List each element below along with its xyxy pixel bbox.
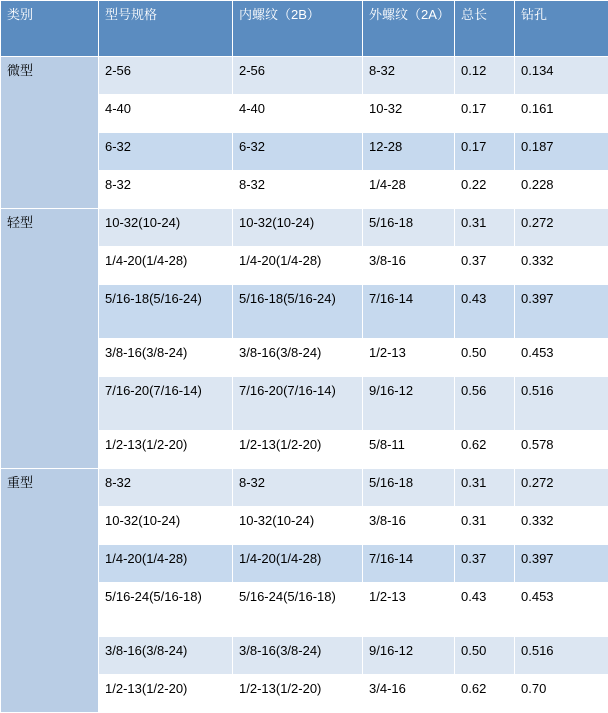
cell-length: 0.62 <box>455 431 515 469</box>
cell-length: 0.12 <box>455 57 515 95</box>
cell-drill: 0.187 <box>515 133 608 171</box>
cell-internal: 10-32(10-24) <box>233 209 363 247</box>
cell-model: 3/8-16(3/8-24) <box>99 339 233 377</box>
cell-external: 7/16-14 <box>363 285 455 339</box>
column-header-drill: 钻孔 <box>515 1 608 57</box>
cell-internal: 7/16-20(7/16-14) <box>233 377 363 431</box>
cell-internal: 5/16-24(5/16-18) <box>233 583 363 637</box>
category-cell-light: 轻型 <box>1 209 99 469</box>
cell-length: 0.62 <box>455 675 515 713</box>
cell-model: 2-56 <box>99 57 233 95</box>
table-row <box>1 209 608 247</box>
cell-internal: 8-32 <box>233 171 363 209</box>
cell-length: 0.31 <box>455 469 515 507</box>
cell-external: 1/2-13 <box>363 339 455 377</box>
cell-model: 1/4-20(1/4-28) <box>99 247 233 285</box>
category-cell-micro: 微型 <box>1 57 99 209</box>
cell-length: 0.31 <box>455 209 515 247</box>
cell-length: 0.56 <box>455 377 515 431</box>
cell-model: 5/16-24(5/16-18) <box>99 583 233 637</box>
cell-model: 10-32(10-24) <box>99 507 233 545</box>
cell-length: 0.43 <box>455 285 515 339</box>
column-header-category: 类别 <box>1 1 99 57</box>
table-row <box>1 469 608 507</box>
cell-drill: 0.228 <box>515 171 608 209</box>
cell-internal: 10-32(10-24) <box>233 507 363 545</box>
cell-external: 3/4-16 <box>363 675 455 713</box>
cell-internal: 3/8-16(3/8-24) <box>233 637 363 675</box>
cell-model: 8-32 <box>99 171 233 209</box>
cell-drill: 0.272 <box>515 469 608 507</box>
cell-drill: 0.134 <box>515 57 608 95</box>
cell-drill: 0.332 <box>515 507 608 545</box>
cell-length: 0.50 <box>455 637 515 675</box>
cell-drill: 0.453 <box>515 583 608 637</box>
cell-length: 0.17 <box>455 95 515 133</box>
cell-length: 0.22 <box>455 171 515 209</box>
cell-internal: 8-32 <box>233 469 363 507</box>
cell-model: 4-40 <box>99 95 233 133</box>
cell-model: 1/4-20(1/4-28) <box>99 545 233 583</box>
cell-external: 1/4-28 <box>363 171 455 209</box>
cell-length: 0.37 <box>455 545 515 583</box>
cell-internal: 6-32 <box>233 133 363 171</box>
column-header-external-thread: 外螺纹（2A） <box>363 1 455 57</box>
cell-external: 3/8-16 <box>363 507 455 545</box>
cell-drill: 0.397 <box>515 285 608 339</box>
cell-drill: 0.453 <box>515 339 608 377</box>
cell-internal: 5/16-18(5/16-24) <box>233 285 363 339</box>
cell-external: 5/8-11 <box>363 431 455 469</box>
cell-external: 7/16-14 <box>363 545 455 583</box>
cell-internal: 1/2-13(1/2-20) <box>233 675 363 713</box>
cell-model: 1/2-13(1/2-20) <box>99 675 233 713</box>
cell-model: 3/8-16(3/8-24) <box>99 637 233 675</box>
cell-drill: 0.516 <box>515 637 608 675</box>
column-header-total-length: 总长 <box>455 1 515 57</box>
cell-drill: 0.578 <box>515 431 608 469</box>
cell-internal: 4-40 <box>233 95 363 133</box>
table-header-row <box>1 1 608 57</box>
cell-internal: 1/4-20(1/4-28) <box>233 247 363 285</box>
cell-external: 1/2-13 <box>363 583 455 637</box>
cell-external: 9/16-12 <box>363 377 455 431</box>
cell-external: 9/16-12 <box>363 637 455 675</box>
cell-external: 8-32 <box>363 57 455 95</box>
cell-internal: 1/4-20(1/4-28) <box>233 545 363 583</box>
cell-external: 3/8-16 <box>363 247 455 285</box>
table-body <box>1 57 608 713</box>
cell-model: 1/2-13(1/2-20) <box>99 431 233 469</box>
cell-internal: 2-56 <box>233 57 363 95</box>
cell-drill: 0.272 <box>515 209 608 247</box>
cell-model: 10-32(10-24) <box>99 209 233 247</box>
cell-length: 0.50 <box>455 339 515 377</box>
cell-external: 10-32 <box>363 95 455 133</box>
cell-drill: 0.332 <box>515 247 608 285</box>
cell-external: 5/16-18 <box>363 469 455 507</box>
cell-model: 7/16-20(7/16-14) <box>99 377 233 431</box>
cell-model: 6-32 <box>99 133 233 171</box>
column-header-internal-thread: 内螺纹（2B） <box>233 1 363 57</box>
cell-length: 0.43 <box>455 583 515 637</box>
cell-length: 0.17 <box>455 133 515 171</box>
cell-drill: 0.397 <box>515 545 608 583</box>
table-header <box>1 1 608 57</box>
column-header-model: 型号规格 <box>99 1 233 57</box>
cell-model: 5/16-18(5/16-24) <box>99 285 233 339</box>
cell-external: 5/16-18 <box>363 209 455 247</box>
cell-length: 0.31 <box>455 507 515 545</box>
cell-external: 12-28 <box>363 133 455 171</box>
cell-drill: 0.161 <box>515 95 608 133</box>
cell-drill: 0.70 <box>515 675 608 713</box>
cell-model: 8-32 <box>99 469 233 507</box>
category-cell-heavy: 重型 <box>1 469 99 713</box>
cell-internal: 1/2-13(1/2-20) <box>233 431 363 469</box>
cell-internal: 3/8-16(3/8-24) <box>233 339 363 377</box>
cell-length: 0.37 <box>455 247 515 285</box>
table-row <box>1 57 608 95</box>
cell-drill: 0.516 <box>515 377 608 431</box>
